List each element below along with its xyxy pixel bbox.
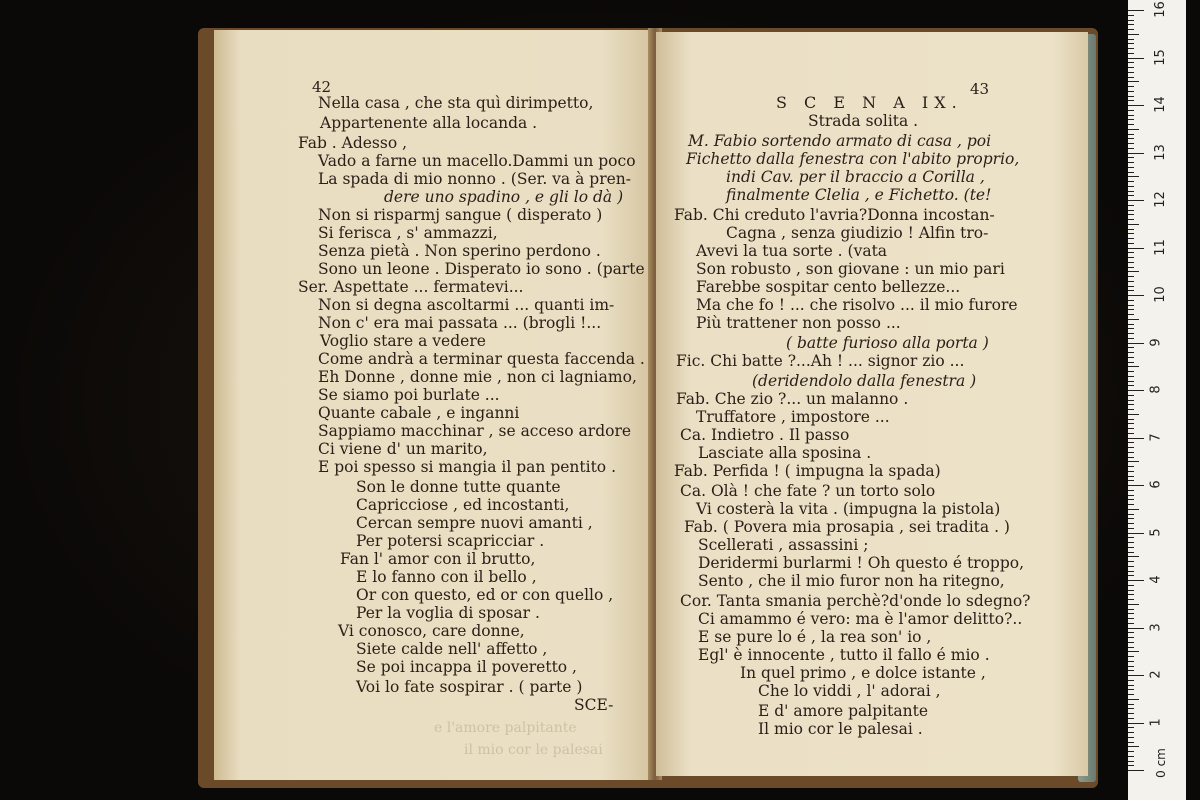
catchword: SCE- — [574, 696, 614, 714]
text-line: Come andrà a terminar questa faccenda . — [318, 350, 645, 368]
text-line: Senza pietà . Non sperino perdono . — [318, 242, 601, 260]
ruler-tick — [1128, 585, 1134, 586]
verse-line: Vi conosco, care donne, — [338, 622, 525, 640]
ruler-tick — [1128, 485, 1144, 486]
ruler-tick — [1128, 153, 1144, 154]
ruler-tick — [1128, 647, 1134, 648]
ruler-tick — [1128, 542, 1134, 543]
text-line: Egl' è innocente , tutto il fallo é mio . — [698, 646, 990, 664]
ruler-tick — [1128, 48, 1134, 49]
ruler-tick — [1128, 195, 1134, 196]
verse-line: Il mio cor le palesai . — [758, 720, 923, 738]
text-line: Scellerati , assassini ; — [698, 536, 869, 554]
ruler-tick — [1128, 742, 1134, 743]
ruler-tick — [1128, 761, 1134, 762]
ruler-tick — [1128, 457, 1134, 458]
text-line: Sono un leone . Disperato io sono . (parte — [318, 260, 645, 278]
verse-line: Se poi incappa il poveretto , — [356, 658, 577, 676]
text-line: E poi spesso si mangia il pan pentito . — [318, 458, 616, 476]
ruler-tick — [1128, 229, 1134, 230]
ruler-tick — [1128, 167, 1134, 168]
text-line: Cagna , senza giudizio ! Alfin tro- — [726, 224, 989, 242]
ruler-tick — [1128, 400, 1134, 401]
ruler-tick — [1128, 385, 1134, 386]
ruler-tick — [1128, 205, 1134, 206]
text-line: Lasciate alla sposina . — [698, 444, 872, 462]
text-line: Quante cabale , e inganni — [318, 404, 520, 422]
text-line: Eh Donne , donne mie , non ci lagniamo, — [318, 368, 637, 386]
ruler-tick — [1128, 490, 1134, 491]
ruler-tick — [1128, 138, 1134, 139]
ruler-tick — [1128, 29, 1134, 30]
ruler-tick — [1128, 718, 1134, 719]
ruler-tick — [1128, 670, 1134, 671]
ruler-tick — [1128, 518, 1134, 519]
speaker-line: Fab . Adesso , — [298, 134, 408, 152]
verse-line: E d' amore palpitante — [758, 702, 928, 720]
verse-line: Or con questo, ed or con quello , — [356, 586, 614, 604]
ruler-tick — [1128, 751, 1134, 752]
ruler-tick — [1128, 157, 1134, 158]
stage-direction: M. Fabio sortendo armato di casa , poi — [688, 132, 992, 150]
ruler-tick — [1128, 746, 1139, 747]
ruler-tick — [1128, 447, 1134, 448]
page-number: 42 — [312, 78, 332, 96]
ruler-tick — [1128, 571, 1134, 572]
ruler-tick — [1128, 347, 1134, 348]
ruler-tick — [1128, 290, 1134, 291]
ruler-number: 1 — [1148, 717, 1164, 727]
stage-direction: finalmente Clelia , e Fichetto. (te! — [726, 186, 992, 204]
ruler-tick — [1128, 376, 1134, 377]
ruler-tick — [1128, 404, 1134, 405]
speaker-line: Cor. Tanta smania perchè?d'onde lo sdegno? — [680, 592, 1031, 610]
ruler-tick — [1128, 300, 1134, 301]
ruler-tick — [1128, 352, 1134, 353]
ruler-tick — [1128, 91, 1134, 92]
ruler-tick — [1128, 575, 1134, 576]
ruler-tick — [1128, 72, 1134, 73]
text-line: Si ferisca , s' ammazzi, — [318, 224, 498, 242]
ruler-tick — [1128, 314, 1134, 315]
ruler-tick — [1128, 685, 1134, 686]
ruler-tick — [1128, 528, 1134, 529]
stage-direction: Fichetto dalla fenestra con l'abito proprio, — [686, 150, 1020, 168]
ruler-number: 5 — [1148, 527, 1164, 537]
speaker-line: Ca. Olà ! che fate ? un torto solo — [680, 482, 936, 500]
text-line: Vi costerà la vita . (impugna la pistola) — [696, 500, 1001, 518]
measuring-ruler — [1128, 0, 1186, 800]
verse-line: Siete calde nell' affetto , — [356, 640, 548, 658]
ruler-number: 12 — [1152, 191, 1168, 208]
ruler-tick — [1128, 243, 1134, 244]
ruler-tick — [1128, 708, 1134, 709]
verse-line: Che lo viddi , l' adorai , — [758, 682, 941, 700]
ruler-tick — [1128, 271, 1139, 272]
ruler-tick — [1128, 613, 1134, 614]
ruler-tick — [1128, 628, 1144, 629]
ruler-tick — [1128, 210, 1134, 211]
speaker-line: Fic. Chi batte ?...Ah ! ... signor zio ... — [676, 352, 965, 370]
ruler-tick — [1128, 590, 1134, 591]
ruler-number: 2 — [1148, 670, 1164, 679]
ruler-tick — [1128, 20, 1134, 21]
ruler-tick — [1128, 604, 1139, 605]
ruler-tick — [1128, 637, 1134, 638]
ruler-number: 14 — [1152, 96, 1168, 113]
ruler-tick — [1128, 224, 1139, 225]
left-page: e l'amore palpitante il mio cor le palesai 42 Nella casa , che sta quì dirimpetto, Appartenente alla locanda . Fab . Adesso , Vado a farne un macello.Dammi un poco La spada di mio nonno . (Ser. va à pren- dere uno spadino , e gli lo dà ) Non si risparmj sangue ( disperato ) Si ferisca , s' ammazzi, Senza pietà . Non sperino perdono . Sono un leone . Disperato io sono . (parte Ser. Aspettate ... fermatevi... Non si degna ascoltarmi ... quanti im- Non c' era mai passata ... (brogli !... Voglio stare a vedere Come andrà a terminar questa faccenda . Eh Donne , donne mie , non ci lagniamo, Se siamo poi burlate ... Quante cabale , e inganni Sappiamo macchinar , se acceso ardore Ci viene d' un marito, E poi spesso si mangia il pan pentito . Son le donne tutte quante Capricciose , ed incostanti, Cercan sempre nuovi amanti , Per potersi scapricciar . Fan l' amor con il brutto, E lo fanno con il bello , Or con questo, ed or con quello , Per la voglia di sposar . Vi conosco, care donne, Siete calde nell' affetto , Se poi incappa il poveretto , Voi lo fate sospirar . ( parte ) SCE- — [214, 30, 654, 780]
ruler-number: 13 — [1152, 143, 1168, 161]
scene-heading: S C E N A IX. — [776, 93, 963, 112]
ruler-tick — [1128, 238, 1134, 239]
ruler-tick — [1128, 124, 1134, 125]
ruler-tick — [1128, 105, 1144, 106]
text-line: Vado a farne un macello.Dammi un poco — [318, 152, 636, 170]
ruler-tick — [1128, 309, 1134, 310]
ruler-tick — [1128, 623, 1134, 624]
text-line: Non c' era mai passata ... (brogli !... — [318, 314, 602, 332]
ruler-tick — [1128, 214, 1134, 215]
text-line: E se pure lo é , la rea son' io , — [698, 628, 932, 646]
ruler-number: 4 — [1148, 575, 1164, 584]
verse-line: Per la voglia di sposar . — [356, 604, 540, 622]
ruler-tick — [1128, 580, 1144, 581]
ruler-tick — [1128, 471, 1134, 472]
verse-line: Fan l' amor con il brutto, — [340, 550, 536, 568]
text-line: Ci amammo é vero: ma è l'amor delitto?.. — [698, 610, 1023, 628]
ruler-tick — [1128, 319, 1139, 320]
ruler-tick — [1128, 248, 1144, 249]
text-line: Truffatore , impostore ... — [696, 408, 890, 426]
text-line: Son robusto , son giovane : un mio pari — [696, 260, 1005, 278]
ruler-tick — [1128, 533, 1144, 534]
ruler-tick — [1128, 333, 1134, 334]
ruler-number: 16 — [1152, 1, 1168, 18]
verse-line: Son le donne tutte quante — [356, 478, 561, 496]
text-line: Voglio stare a vedere — [320, 332, 486, 350]
stage-direction: ( batte furioso alla porta ) — [786, 334, 989, 352]
ruler-tick — [1128, 77, 1134, 78]
ruler-tick — [1128, 10, 1144, 11]
ruler-tick — [1128, 438, 1144, 439]
ruler-tick — [1128, 499, 1134, 500]
ruler-number: 11 — [1152, 238, 1168, 256]
ruler-tick — [1128, 200, 1144, 201]
ruler-tick — [1128, 428, 1134, 429]
ruler-tick — [1128, 24, 1134, 25]
ruler-tick — [1128, 661, 1134, 662]
ruler-tick — [1128, 632, 1134, 633]
ruler-tick — [1128, 58, 1144, 59]
ruler-tick — [1128, 34, 1139, 35]
ruler-number: 15 — [1152, 48, 1168, 66]
ruler-tick — [1128, 295, 1144, 296]
text-line: Avevi la tua sorte . (vata — [696, 242, 888, 260]
ruler-tick — [1128, 176, 1139, 177]
ruler-tick — [1128, 509, 1139, 510]
ruler-tick — [1128, 362, 1134, 363]
ruler-tick — [1128, 39, 1134, 40]
ruler-tick — [1128, 148, 1134, 149]
ruler-tick — [1128, 765, 1134, 766]
ruler-number: 10 — [1152, 286, 1168, 303]
ruler-tick — [1128, 262, 1134, 263]
ruler-tick — [1128, 756, 1134, 757]
ruler-tick — [1128, 461, 1139, 462]
ruler-tick — [1128, 366, 1139, 367]
ruler-tick — [1128, 618, 1134, 619]
ruler-number: 3 — [1148, 622, 1164, 632]
text-line: Se siamo poi burlate ... — [318, 386, 500, 404]
ruler-tick — [1128, 252, 1134, 253]
ruler-tick — [1128, 770, 1144, 771]
ruler-tick — [1128, 15, 1134, 16]
speaker-line: Ser. Aspettate ... fermatevi... — [298, 278, 524, 296]
stage-direction: dere uno spadino , e gli lo dà ) — [384, 188, 624, 206]
text-line: Più trattener non posso ... — [696, 314, 901, 332]
ruler-tick — [1128, 96, 1134, 97]
ruler-tick — [1128, 381, 1134, 382]
verse-line: Capricciose , ed incostanti, — [356, 496, 570, 514]
ruler-tick — [1128, 338, 1134, 339]
ruler-tick — [1128, 67, 1134, 68]
ruler-tick — [1128, 423, 1134, 424]
ruler-tick — [1128, 62, 1134, 63]
speaker-line: Fab. ( Povera mia prosapia , sei tradita . ) — [684, 518, 1010, 536]
ruler-tick — [1128, 371, 1134, 372]
ruler-tick — [1128, 233, 1134, 234]
stage-direction: indi Cav. per il braccio a Corilla , — [726, 168, 985, 186]
text-line: Farebbe sospitar cento bellezze... — [696, 278, 961, 296]
ruler-tick — [1128, 732, 1134, 733]
ruler-tick — [1128, 713, 1134, 714]
ruler-tick — [1128, 433, 1134, 434]
text-line: Sappiamo macchinar , se acceso ardore — [318, 422, 632, 440]
ruler-tick — [1128, 81, 1139, 82]
ruler-tick — [1128, 537, 1134, 538]
verse-line: In quel primo , e dolce istante , — [740, 664, 986, 682]
speaker-line: Fab. Che zio ?... un malanno . — [676, 390, 909, 408]
ruler-tick — [1128, 656, 1134, 657]
ruler-tick — [1128, 419, 1134, 420]
ruler-tick — [1128, 186, 1134, 187]
ruler-tick — [1128, 466, 1134, 467]
text-line: Ma che fo ! ... che risolvo ... il mio furore — [696, 296, 1018, 314]
verse-line: Voi lo fate sospirar . ( parte ) — [356, 678, 583, 696]
ruler-tick — [1128, 561, 1134, 562]
ruler-tick — [1128, 257, 1134, 258]
ruler-tick — [1128, 267, 1134, 268]
ruler-number: 6 — [1148, 480, 1164, 489]
ruler-tick — [1128, 181, 1134, 182]
ruler-tick — [1128, 552, 1134, 553]
ruler-tick — [1128, 609, 1134, 610]
ruler-tick — [1128, 480, 1134, 481]
ruler-tick — [1128, 129, 1139, 130]
ruler-tick — [1128, 476, 1134, 477]
verse-line: E lo fanno con il bello , — [356, 568, 537, 586]
ruler-tick — [1128, 390, 1144, 391]
ruler-tick — [1128, 594, 1134, 595]
ruler-tick — [1128, 305, 1134, 306]
ruler-number: 9 — [1148, 337, 1164, 347]
ruler-tick — [1128, 409, 1134, 410]
ruler-tick — [1128, 276, 1134, 277]
ruler-number: 8 — [1148, 385, 1164, 394]
ruler-tick — [1128, 452, 1134, 453]
text-line: Non si risparmj sangue ( disperato ) — [318, 206, 603, 224]
ruler-tick — [1128, 324, 1134, 325]
ruler-tick — [1128, 699, 1139, 700]
right-page — [656, 32, 1088, 776]
text-line: Non si degna ascoltarmi ... quanti im- — [318, 296, 615, 314]
verse-line: Cercan sempre nuovi amanti , — [356, 514, 593, 532]
ruler-tick — [1128, 666, 1134, 667]
text-line: Appartenente alla locanda . — [320, 114, 538, 132]
text-line: Sento , che il mio furor non ha ritegno, — [698, 572, 1005, 590]
speaker-line: Ca. Indietro . Il passo — [680, 426, 850, 444]
ruler-tick — [1128, 43, 1134, 44]
ruler-tick — [1128, 723, 1144, 724]
ruler-tick — [1128, 328, 1134, 329]
ruler-tick — [1128, 100, 1134, 101]
ruler-tick — [1128, 191, 1134, 192]
ruler-tick — [1128, 134, 1134, 135]
ruler-tick — [1128, 143, 1134, 144]
text-line: Nella casa , che sta quì dirimpetto, — [318, 94, 594, 112]
text-line: Deridermi burlarmi ! Oh questo é troppo, — [698, 554, 1025, 572]
speaker-line: Fab. Perfida ! ( impugna la spada) — [674, 462, 941, 480]
ruler-tick — [1128, 172, 1134, 173]
ruler-tick — [1128, 395, 1134, 396]
ruler-tick — [1128, 357, 1134, 358]
ruler-tick — [1128, 281, 1134, 282]
text-line: La spada di mio nonno . (Ser. va à pren- — [318, 170, 631, 188]
ruler-tick — [1128, 675, 1144, 676]
verse-line: Per potersi scapricciar . — [356, 532, 545, 550]
ruler-tick — [1128, 680, 1134, 681]
ruler-tick — [1128, 53, 1134, 54]
ruler-tick — [1128, 737, 1134, 738]
ruler-tick — [1128, 219, 1134, 220]
stage-direction: (deridendolo dalla fenestra ) — [752, 372, 977, 390]
ruler-tick — [1128, 442, 1134, 443]
ruler-tick — [1128, 566, 1134, 567]
ruler-tick — [1128, 514, 1134, 515]
ruler-tick — [1128, 651, 1139, 652]
ruler-unit-label: 0 cm — [1153, 748, 1168, 778]
ruler-tick — [1128, 414, 1139, 415]
ruler-tick — [1128, 704, 1134, 705]
ruler-tick — [1128, 115, 1134, 116]
ruler-tick — [1128, 162, 1134, 163]
ruler-tick — [1128, 86, 1134, 87]
ruler-tick — [1128, 694, 1134, 695]
ruler-tick — [1128, 642, 1134, 643]
ruler-tick — [1128, 286, 1134, 287]
ruler-tick — [1128, 495, 1134, 496]
ruler-tick — [1128, 599, 1134, 600]
ruler-tick — [1128, 504, 1134, 505]
ruler-tick — [1128, 119, 1134, 120]
ruler-tick — [1128, 689, 1134, 690]
ruler-tick — [1128, 343, 1144, 344]
speaker-line: Fab. Chi creduto l'avria?Donna incostan- — [674, 206, 995, 224]
ruler-tick — [1128, 547, 1134, 548]
ruler-tick — [1128, 110, 1134, 111]
ruler-tick — [1128, 727, 1134, 728]
ruler-tick — [1128, 556, 1139, 557]
ruler-tick — [1128, 523, 1134, 524]
text-line: Ci viene d' un marito, — [318, 440, 488, 458]
scene-location: Strada solita . — [808, 112, 919, 130]
ruler-number: 7 — [1148, 432, 1164, 442]
page-number: 43 — [970, 80, 990, 98]
